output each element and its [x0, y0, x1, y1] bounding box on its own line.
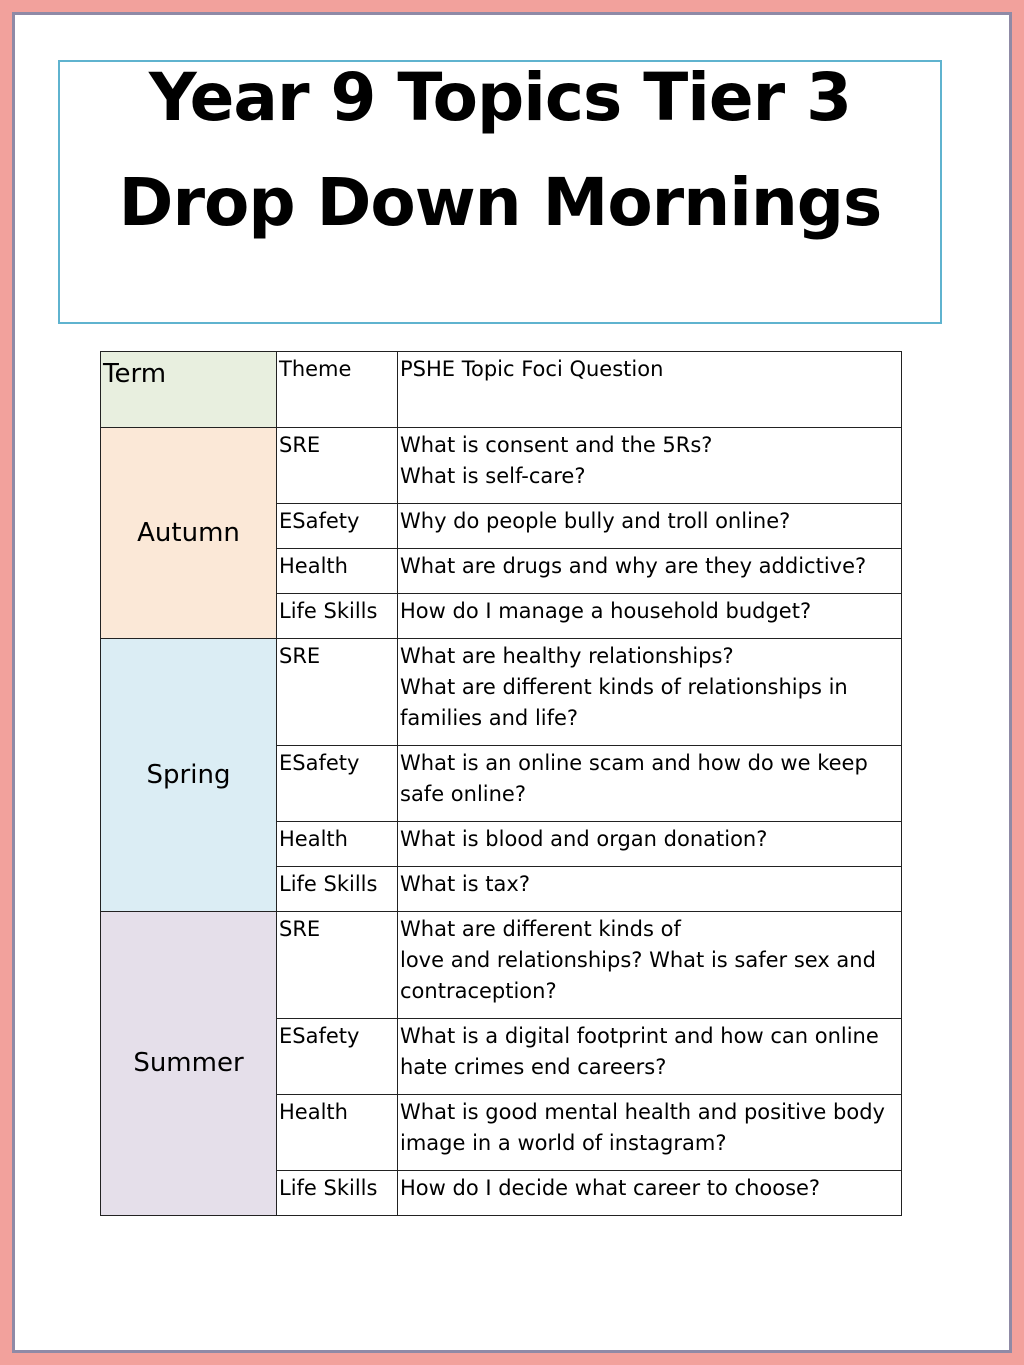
theme-cell: SRE	[277, 912, 398, 1019]
theme-cell: Life Skills	[277, 594, 398, 639]
question-line: What is good mental health and positive body image in a world of instagram?	[400, 1100, 885, 1155]
question-line: How do I manage a household budget?	[400, 599, 812, 623]
title-box	[58, 60, 942, 324]
table-row	[101, 912, 902, 1019]
question-cell	[398, 504, 902, 549]
question-cell	[398, 822, 902, 867]
theme-cell: Health	[277, 822, 398, 867]
question-line: What are drugs and why are they addictive?	[400, 554, 867, 578]
question-cell	[398, 594, 902, 639]
theme-cell: Life Skills	[277, 1171, 398, 1216]
question-cell	[398, 639, 902, 746]
question-line: love and relationships? What is safer sex and contraception?	[400, 948, 876, 1003]
question-cell	[398, 912, 902, 1019]
term-autumn: Autumn	[101, 428, 277, 639]
table-row	[101, 428, 902, 504]
header-question: PSHE Topic Foci Question	[398, 352, 902, 428]
question-cell	[398, 549, 902, 594]
question-line: What are different kinds of	[400, 917, 681, 941]
topics-table	[100, 351, 902, 1216]
question-line: What is tax?	[400, 872, 530, 896]
term-summer: Summer	[101, 912, 277, 1216]
question-line: How do I decide what career to choose?	[400, 1176, 821, 1200]
question-cell	[398, 867, 902, 912]
page-title-line-2: Drop Down Mornings	[118, 164, 882, 241]
table-row	[101, 639, 902, 746]
theme-cell: ESafety	[277, 504, 398, 549]
theme-cell: ESafety	[277, 746, 398, 822]
theme-cell: SRE	[277, 428, 398, 504]
theme-cell: Health	[277, 549, 398, 594]
question-cell	[398, 1171, 902, 1216]
question-line: What is consent and the 5Rs?	[400, 433, 713, 457]
question-cell	[398, 1019, 902, 1095]
question-cell	[398, 428, 902, 504]
theme-cell: SRE	[277, 639, 398, 746]
theme-cell: Health	[277, 1095, 398, 1171]
question-line: Why do people bully and troll online?	[400, 509, 791, 533]
question-line: What is blood and organ donation?	[400, 827, 768, 851]
question-cell	[398, 1095, 902, 1171]
question-line: What is a digital footprint and how can online hate crimes end careers?	[400, 1024, 879, 1079]
header-theme: Theme	[277, 352, 398, 428]
question-line: What is an online scam and how do we keep safe online?	[400, 751, 868, 806]
question-line: What are different kinds of relationships in families and life?	[400, 675, 848, 730]
theme-cell: Life Skills	[277, 867, 398, 912]
question-line: What is self-care?	[400, 464, 586, 488]
page-title-line-1: Year 9 Topics Tier 3	[148, 59, 852, 136]
table-header-row	[101, 352, 902, 428]
theme-cell: ESafety	[277, 1019, 398, 1095]
term-spring: Spring	[101, 639, 277, 912]
question-line: What are healthy relationships?	[400, 644, 734, 668]
header-term: Term	[101, 352, 277, 428]
question-cell	[398, 746, 902, 822]
